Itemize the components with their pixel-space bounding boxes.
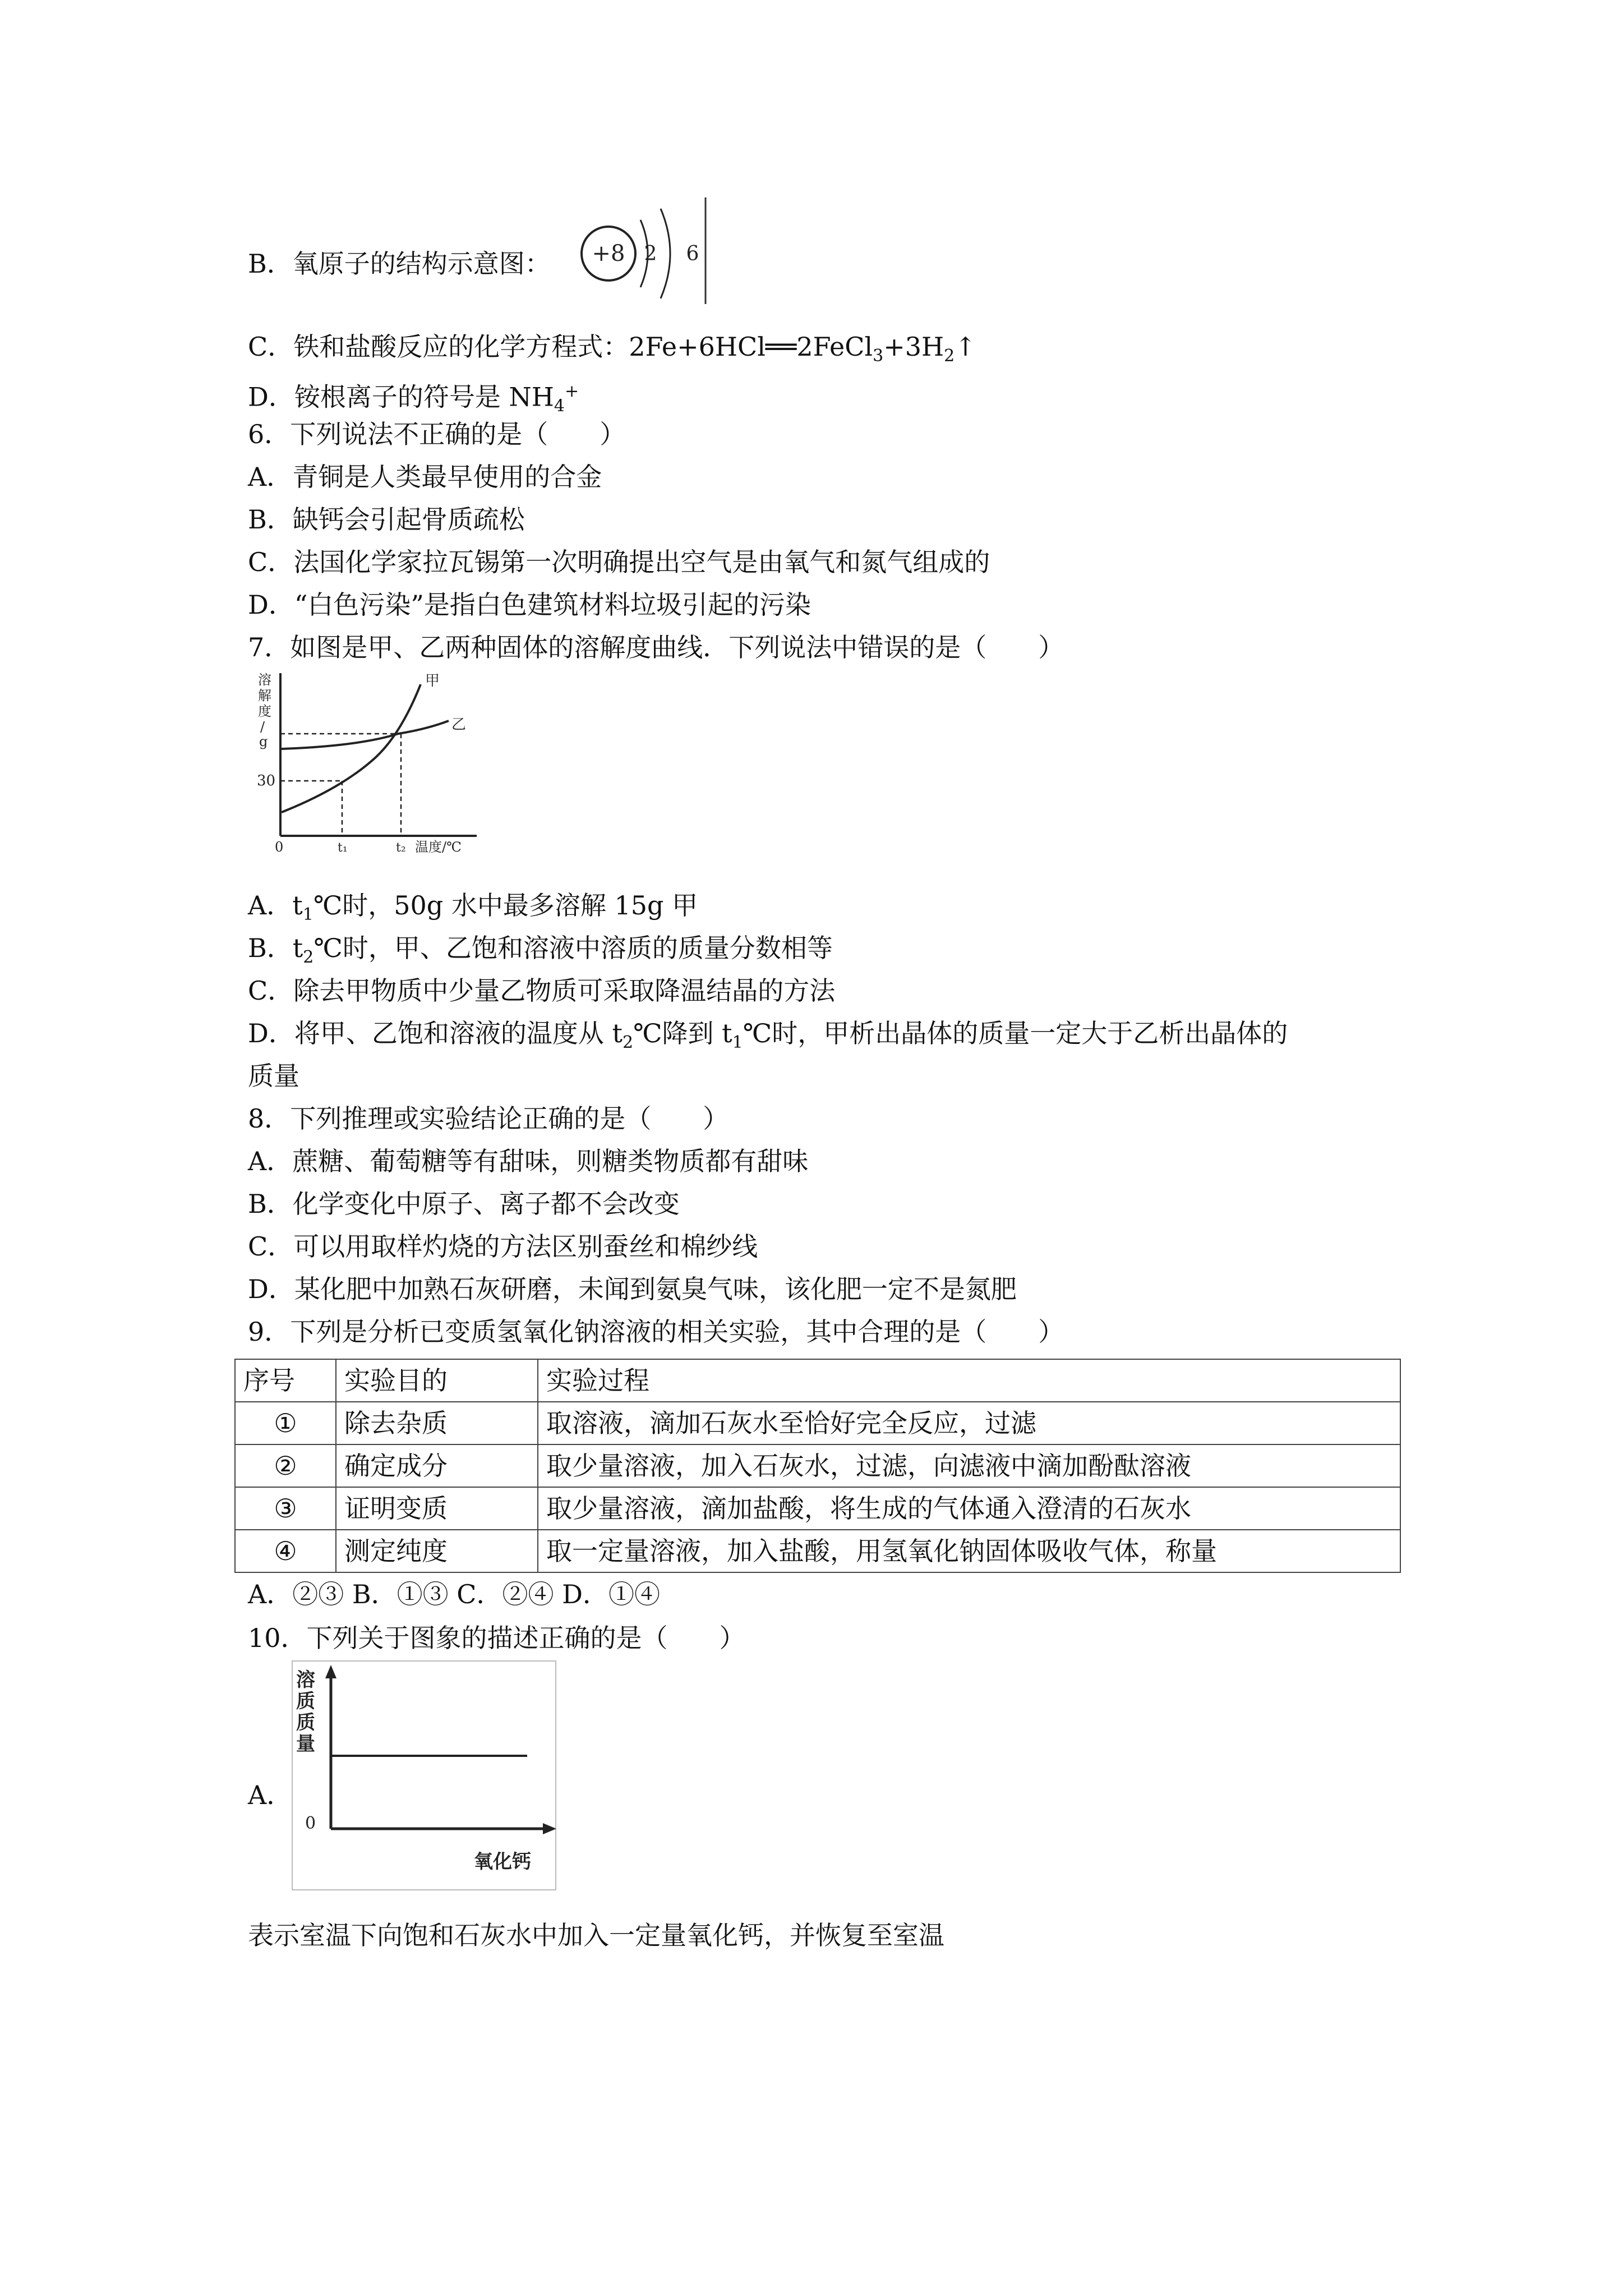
q6-option-a: A．青铜是人类最早使用的合金	[248, 462, 602, 492]
electron-shell-2	[661, 209, 670, 298]
q7-d-post: ℃时，甲析出晶体的质量一定大于乙析出晶体的	[743, 1018, 1288, 1048]
q6-option-c: C．法国化学家拉瓦锡第一次明确提出空气是由氧气和氮气组成的	[248, 547, 990, 577]
y-axis-arrow-icon	[325, 1665, 336, 1678]
q6-option-b: B．缺钙会引起骨质疏松	[248, 504, 525, 535]
t2-label: t₂	[396, 841, 406, 855]
y-tick-30: 30	[257, 772, 276, 789]
q5-option-b-text: B．氧原子的结构示意图：	[248, 249, 551, 279]
q7-option-d-cont: 质量	[248, 1061, 299, 1091]
table-cell: 取溶液，滴加石灰水至恰好完全反应，过滤	[538, 1402, 1400, 1444]
x-axis-arrow-icon	[543, 1823, 556, 1834]
label-jia: 甲	[425, 673, 440, 689]
table-row	[235, 1444, 1400, 1487]
shell2-count: 6	[686, 242, 699, 265]
q7-a-pre: A．t	[248, 890, 303, 921]
x-axis-label: 温度/℃	[415, 839, 462, 855]
table-cell: ④	[235, 1530, 336, 1572]
gas-arrow-icon: ↑	[955, 332, 976, 362]
solubility-curve-chart	[247, 668, 482, 853]
table-cell: ③	[235, 1487, 336, 1530]
table-cell: 证明变质	[336, 1487, 538, 1530]
nucleus-charge: +8	[592, 241, 625, 266]
q7-a-post: ℃时，50g 水中最多溶解 15g 甲	[313, 890, 698, 921]
curve-yi	[282, 721, 449, 749]
oxygen-atom-diagram	[578, 197, 718, 304]
experiment-table	[234, 1359, 1401, 1573]
q7-d-mid: ℃降到 t	[633, 1018, 732, 1048]
q9-stem: 9．下列是分析已变质氢氧化钠溶液的相关实验，其中合理的是（ ）	[248, 1317, 1064, 1347]
q9-answers: A．②③ B．①③ C．②④ D．①④	[248, 1579, 660, 1609]
table-row	[235, 1402, 1400, 1444]
q8-option-c: C．可以用取样灼烧的方法区别蚕丝和棉纱线	[248, 1231, 758, 1262]
table-cell: 确定成分	[336, 1444, 538, 1487]
q10-option-a-desc: 表示室温下向饱和石灰水中加入一定量氧化钙，并恢复至室温	[248, 1920, 944, 1950]
y-label-char-3: 质	[296, 1711, 315, 1734]
q10-option-a-label: A．	[248, 1780, 293, 1810]
q7-option-c: C．除去甲物质中少量乙物质可采取降温结晶的方法	[248, 976, 836, 1006]
y-label-char-1: 溶	[258, 672, 271, 688]
q10-stem: 10．下列关于图象的描述正确的是（ ）	[248, 1623, 745, 1653]
q5-plus-h: +3H	[883, 332, 944, 362]
header-cell: 序号	[235, 1359, 336, 1402]
y-label-char-4: /	[260, 719, 265, 735]
table-cell: 测定纯度	[336, 1530, 538, 1572]
origin-label: 0	[305, 1814, 316, 1833]
table-row	[235, 1487, 1400, 1530]
q7-option-d	[248, 1016, 1288, 1060]
table-cell: 取少量溶液，滴加盐酸，将生成的气体通入澄清的石灰水	[538, 1487, 1400, 1530]
y-label-char-3: 度	[258, 703, 271, 719]
q5-equals-sign: ══	[765, 332, 797, 362]
q5-option-d-text: D．铵根离子的符号是 NH	[248, 381, 554, 412]
shell1-count: 2	[644, 242, 657, 265]
table-cell: 除去杂质	[336, 1402, 538, 1444]
q7-d-sub1: 2	[623, 1033, 634, 1053]
q5-nh4-sub: 4	[554, 396, 565, 416]
q5-option-b	[248, 247, 551, 280]
label-yi: 乙	[451, 716, 467, 733]
q7-b-post: ℃时，甲、乙饱和溶液中溶质的质量分数相等	[313, 933, 833, 963]
q5-option-c	[248, 330, 976, 373]
q8-stem: 8．下列推理或实验结论正确的是（ ）	[248, 1103, 729, 1134]
y-label-char-5: g	[259, 734, 268, 749]
x-axis-label: 氧化钙	[474, 1851, 531, 1873]
y-label-char-2: 解	[258, 688, 271, 703]
q7-b-pre: B．t	[248, 933, 303, 963]
q5-option-c-text: C．铁和盐酸反应的化学方程式：2Fe+6HCl	[248, 332, 766, 362]
q5-sub-2: 2	[944, 346, 955, 366]
q7-d-sub2: 1	[732, 1033, 743, 1053]
header-cell: 实验过程	[538, 1359, 1400, 1402]
q5-nh4-sup: +	[564, 381, 579, 401]
table-cell: ②	[235, 1444, 336, 1487]
q7-b-sub: 2	[303, 947, 314, 968]
table-cell: 取一定量溶液，加入盐酸，用氢氧化钠固体吸收气体，称量	[538, 1530, 1400, 1572]
q6-stem: 6．下列说法不正确的是（ ）	[248, 419, 626, 449]
table-header-row	[235, 1359, 1400, 1402]
origin-label: 0	[275, 839, 284, 855]
q6-option-d: D．“白色污染”是指白色建筑材料垃圾引起的污染	[248, 590, 811, 620]
q7-stem: 7．如图是甲、乙两种固体的溶解度曲线．下列说法中错误的是（ ）	[248, 632, 1064, 662]
y-label-char-4: 量	[296, 1733, 315, 1755]
y-label-char-1: 溶	[296, 1669, 315, 1691]
q5-product: 2FeCl	[796, 332, 873, 362]
t1-label: t₁	[338, 841, 348, 855]
q7-option-a	[248, 889, 698, 932]
q7-a-sub: 1	[302, 905, 313, 925]
table-row	[235, 1530, 1400, 1572]
q5-sub-3: 3	[873, 346, 884, 366]
q8-option-a: A．蔗糖、葡萄糖等有甜味，则糖类物质都有甜味	[248, 1146, 809, 1176]
header-cell: 实验目的	[336, 1359, 538, 1402]
q8-option-b: B．化学变化中原子、离子都不会改变	[248, 1189, 680, 1219]
q7-option-b	[248, 931, 833, 974]
q5-option-d	[248, 375, 579, 424]
q7-d-pre: D．将甲、乙饱和溶液的温度从 t	[248, 1018, 623, 1048]
table-cell: 取少量溶液，加入石灰水，过滤，向滤液中滴加酚酞溶液	[538, 1444, 1400, 1487]
calcium-oxide-chart	[292, 1660, 561, 1896]
y-label-char-2: 质	[296, 1690, 315, 1713]
table-cell: ①	[235, 1402, 336, 1444]
q8-option-d: D．某化肥中加熟石灰研磨，未闻到氨臭气味，该化肥一定不是氮肥	[248, 1274, 1017, 1304]
